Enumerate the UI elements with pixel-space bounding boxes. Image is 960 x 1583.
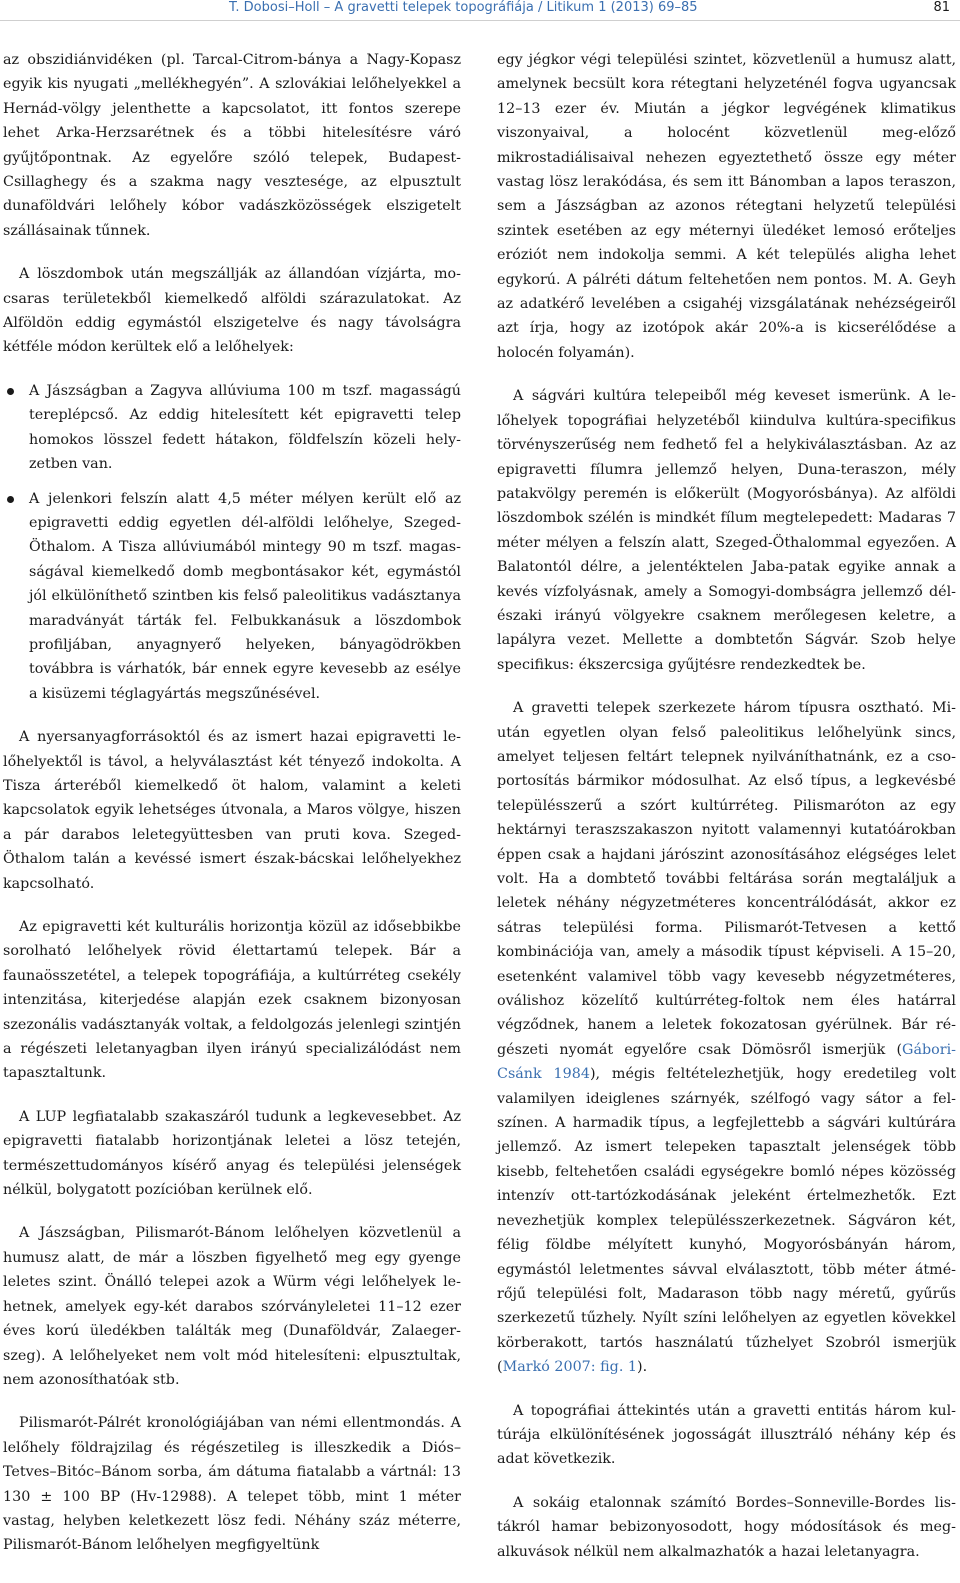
right-column	[497, 48, 956, 1583]
bullet-dot-icon	[7, 388, 14, 395]
paragraph: A LUP legfiatalabb szakaszáról tudunk a legkevesebbet. Az epigravetti fiatalabb horizontjának leletei a lösz tetején, természettudományos kísérő anyag és települési jelenségek nélkül, bolygatott pozícióban kerülnek elő.	[3, 1108, 461, 1199]
bullet-text: A Jászságban a Zagyva allúviuma 100 m tszf. magasságú tereplépcső. Az eddig hitelesített két epigravetti telep homokos lösszel fedett hátakon, földfelszín közeli helyzetben van.	[29, 382, 461, 473]
header-rule	[0, 20, 960, 21]
paragraph-text: A gravetti telepek szerkezete három típusra osztható. Miután egyetlen olyan felső paleolitikus lelőhelyünk sincs, amelyet teljesen feltárt telepnek nyilváníthatnánk, ez a csoportosítás bármikor módosulhat. Az első típus, a legkevésbé településszerű a szórt kultúrréteg. Pilismaróton az egy hektárnyi teraszszakaszon nyitott valamennyi kutatóárokban éppen csak a hajdani járószint azonosításához elégséges lelet volt. Ha a dombtető további feltárása során megtaláljuk a leletek néhány négyzetméteres koncentrálódását, akkor ez sátras települési forma. Pilismarót-Tetvesen a kettő kombinációja van, amely a második típust képviseli. A 15–20, esetenként valamivel több vagy kevesebb négyzetméteres, oválishoz közelítő kultúrréteg-foltok nem éles határral végződnek, hanem a leletek fokozatosan gyérülnek. Bár régészeti nyomát egyelőre csak Dömösről ismerjük (	[497, 700, 956, 1058]
bullet-item	[3, 379, 461, 477]
paragraph: Pilismarót-Pálrét kronológiájában van némi ellentmondás. A lelőhely földrajzilag és régészetileg is illeszkedik a Diós–Tetves–Bitóc–Bánom sorba, ám dátuma fiatalabb a vártnál: 13 130 ± 100 BP (Hv-12988). A telepet több, mint 1 méter vastag, helyben keletkezett lösz fedi. Néhány száz méterre, Pilismarót-Bánom lelőhelyen megfigyeltünk	[3, 1415, 461, 1554]
left-column	[3, 48, 461, 1577]
paragraph: A topográfiai áttekintés után a gravetti entitás három kultúrája elkülönítésének jogosságát illusztráló néhány kép és adat következik.	[497, 1402, 956, 1468]
paragraph: A löszdombok után megszállják az állandóan vízjárta, mocsaras területekből kiemelkedő alföldi szárazulatokat. Az Alföldön eddig egymástól elszigetelve és nagy távolságra kétféle módon kerültek elő a lelőhelyek:	[3, 266, 461, 356]
running-header	[0, 0, 960, 30]
paragraph: A nyersanyagforrásoktól és az ismert hazai epigravetti lelőhelyektől is távol, a helyválasztást két tényező indokolta. A Tisza árteréből kiemelkedő öt halom, valamint a keleti kapcsolatok egyik lehetséges útvonala, a Maros völgye, hiszen a pár darabos leletegyüttesben van pruti kova. Szeged-Öthalom talán a kevéssé ismert észak-bácskai lelőhelyekhez kapcsolható.	[3, 729, 461, 892]
citation-link[interactable]: Markó 2007: fig. 1	[502, 1359, 638, 1376]
bullet-dot-icon	[7, 496, 14, 503]
running-title: T. Dobosi–Holl – A gravetti telepek topográfiája / Litikum 1 (2013) 69–85	[229, 0, 698, 15]
paragraph: egy jégkor végi települési szintet, közvetlenül a humusz alatt, amelynek becsült kora rétegtani helyzeténél fogva ugyancsak 12–13 ezer év. Miután a jégkor legvégének klimatikus viszonyaival, a holocént közvetlenül meg-előző mikrostadiálisaival nehezen egyeztethető össze egy méter vastag lösz lerakódása, és sem itt Bánomban a lapos teraszon, sem a Jászságban az azonos rétegtani helyzetű települési szintek esetében az egy méternyi üledéket lemosó erőteljes eróziót nem indokolja semmi. A két település aligha lehet egykorú. A pálréti dátum feltehetően nem pontos. M. A. Geyh az adatkérő levelében a csigahéj vizsgálatának nehézségeiről azt írja, hogy az izotópok akár 20%-a is kicserélődése a holocén folyamán).	[497, 52, 956, 361]
paragraph	[497, 696, 956, 1379]
bullet-text: A jelenkori felszín alatt 4,5 méter mélyen került elő az epigravetti eddig egyetlen dél-alföldi lelőhelye, Szeged-Öthalom. A Tisza allúviumából mintegy 90 m tszf. magasságával kiemelkedő domb megbontásakor két, egymástól jól elkülöníthető szintben kis felső paleolitikus vadásztanya maradványát tárták fel. Felbukkanásuk a löszdombok profiljában, anyagnyerő helyeken, bányagödrökben továbbra is várhatók, bár ennek egyre kevesebb az esélye a kisüzemi téglagyártás megszűnésével.	[29, 490, 461, 702]
paragraph-text: ), mégis feltételezhetjük, hogy eredetileg volt valamilyen ideiglenes szárnyék, szélfogó vagy sátor a felszínen. A harmadik típus, a legfejlettebb a ságvári kultúrára jellemző. Az ismert telepeken tapasztalt jelenségek több kisebb, feltehetően családi egységekre bomló népes közösség intenzív ott-tartózkodásának jeleként értelmezhetők. Ezt nevezhetjük komplex településszerkezetnek. Ságváron két, félig földbe mélyített kunyhó, Mogyorósbányán három, egymástól leletmentes sávval elválasztott, több méter átmérőjű települési folt, Madarason több nagy méretű, gyűrűs szerkezetű tűzhely. Nyílt színi lelőhelyen az egyetlen kövekkel körberakott, tartós használatú tűzhelyet Szobról ismerjük (	[497, 1066, 956, 1376]
paragraph: A ságvári kultúra telepeiből még keveset ismerünk. A lelőhelyek topográfiai helyzetéből kiindulva kultúra-specifikus törvényszerűség nem fedhető fel a helykiválasztásban. Az az epigravetti fílumra jellemző helyen, Duna-teraszon, mély patakvölgy peremén is előkerült (Mogyorósbánya). Az alföldi löszdombok szélén is mindkét fílum megtelepedett: Madaras 7 méter mélyen a felszín alatt, Szeged-Öthalommal egyezően. A Balatontól délre, a jelentéktelen Jaba-patak egyike annak a kevés vízfolyásnak, amely a Somogyi-dombságra jellemző dél-északi irányú völgyekre csaknem merőlegesen keletre, a lapályra vezet. Mellette a dombtetőn Ságvár. Szob helye specifikus: ékszercsiga gyűjtésre rendezkedtek be.	[497, 388, 956, 673]
bullet-item	[3, 487, 461, 707]
paragraph: Az epigravetti két kulturális horizontja közül az idősebbikbe sorolható lelőhelyek rövid élettartamú telepek. Bár a faunaösszetétel, a telepek topográfiája, a kultúrréteg csekély intenzitása, kiterjedése alapján ezek csaknem bizonyosan szezonális vadásztanyák voltak, a feldolgozás jelenlegi szintjén a régészeti leletanyagban ilyen irányú specializálódást nem tapasztaltunk.	[3, 919, 461, 1082]
bullet-list	[3, 379, 461, 706]
page-number: 81	[933, 0, 950, 15]
citation-link[interactable]: Gábori-Csánk 1984	[497, 1041, 956, 1083]
paragraph-text: ).	[637, 1359, 648, 1376]
paragraph: az obszidiánvidéken (pl. Tarcal-Citrom-bánya a Nagy-Kopasz egyik kis nyugati „mellékhegyén”. A szlovákiai lelőhelyekkel a Hernád-völgy jelenthette a kapcsolatot, itt fontos szerepe lehet Arka-Herzsarétnek és a többi hitelesítésre váró gyűjtőpontnak. Az egyelőre szóló telepek, Budapest-Csillaghegy és a szakma nagy vesztesége, az elpusztult dunaföldvári lelőhely kóbor vadászközösségek elszigetelt szállásainak tűnnek.	[3, 52, 461, 239]
paragraph: A Jászságban, Pilismarót-Bánom lelőhelyen közvetlenül a humusz alatt, de már a löszben figyelhető meg egy gyenge leletes szint. Önálló telepei azok a Würm végi lelőhelyek lehetnek, amelyek egy-két darabos szórványleletei 11–12 ezer éves korú üledékben találták meg (Dunaföldvár, Zalaegerszeg). A lelőhelyeket nem volt mód hitelesíteni: elpusztultak, nem azonosíthatóak stb.	[3, 1225, 461, 1388]
paragraph: A sokáig etalonnak számító Bordes–Sonneville-Bordes listákról hamar bebizonyosodott, hogy módosítások és megalkuvások nélkül nem alkalmazhatók a hazai leletanyagra.	[497, 1494, 956, 1560]
